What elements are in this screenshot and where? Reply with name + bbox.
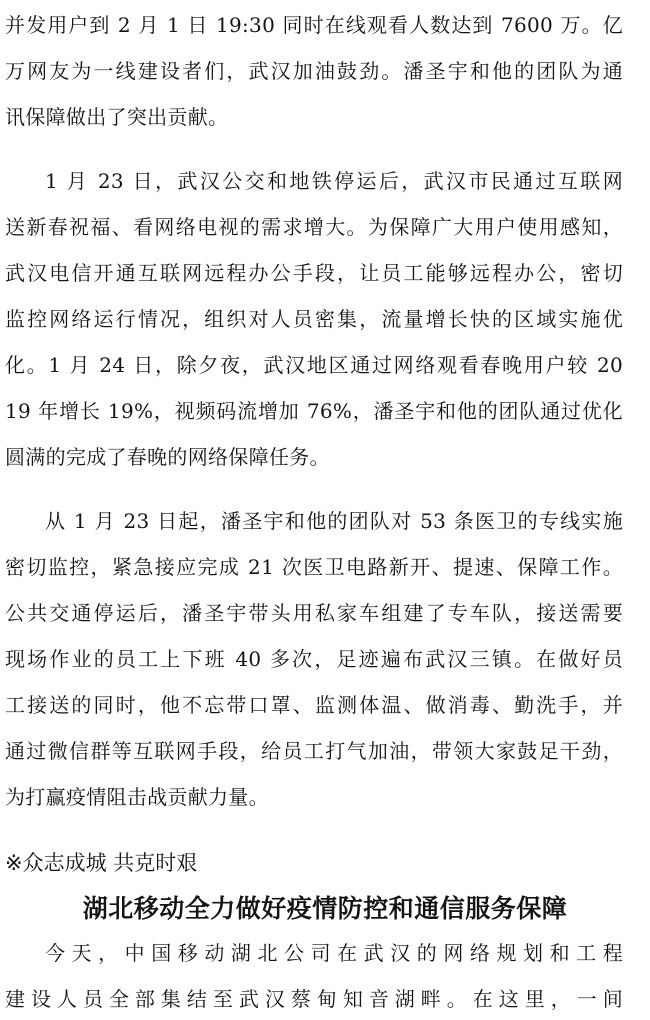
text-line: 1 月 23 日，武汉公交和地铁停运后，武汉市民通过互联网 — [45, 169, 623, 193]
text-line: 通过微信群等互联网手段，给员工打气加油，带领大家鼓足干劲， — [5, 739, 623, 763]
text-line: 并发用户到 2 月 1 日 19:30 同时在线观看人数达到 7600 万。亿 — [5, 13, 623, 37]
text-line: 为打赢疫情阻击战贡献力量。 — [5, 785, 269, 809]
text-line: 武汉电信开通互联网远程办公手段，让员工能够远程办公，密切 — [5, 261, 623, 285]
text-line: 建设人员全部集结至武汉蔡甸知音湖畔。在这里，一间 — [5, 987, 623, 1011]
section-heading: ※众志成城 共克时艰 — [5, 851, 198, 875]
article-title: 湖北移动全力做好疫情防控和通信服务保障 — [82, 894, 568, 923]
text-line: 密切监控，紧急接应完成 21 次医卫电路新开、提速、保障工作。 — [5, 555, 623, 579]
paragraph-2 — [5, 158, 623, 480]
text-line: 化。1 月 24 日，除夕夜，武汉地区通过网络观看春晚用户较 20 — [5, 353, 623, 377]
text-line: 今天，中国移动湖北公司在武汉的网络规划和工程 — [45, 941, 623, 965]
paragraph-4 — [5, 930, 623, 1020]
text-line: 监控网络运行情况，组织对人员密集，流量增长快的区域实施优 — [5, 307, 623, 331]
text-line: 送新春祝福、看网络电视的需求增大。为保障广大用户使用感知， — [5, 215, 623, 239]
text-line: 讯保障做出了突出贡献。 — [5, 105, 229, 129]
text-line: 工接送的同时，他不忘带口罩、监测体温、做消毒、勤洗手，并 — [5, 693, 623, 717]
text-line: 19 年增长 19%，视频码流增加 76%，潘圣宇和他的团队通过优化 — [5, 399, 623, 423]
text-line: 现场作业的员工上下班 40 多次，足迹遍布武汉三镇。在做好员 — [5, 647, 623, 671]
text-line: 公共交通停运后，潘圣宇带头用私家车组建了专车队，接送需要 — [5, 601, 623, 625]
text-line: 圆满的完成了春晚的网络保障任务。 — [5, 445, 330, 469]
text-line: 万网友为一线建设者们，武汉加油鼓劲。潘圣宇和他的团队为通 — [5, 59, 623, 83]
paragraph-3 — [5, 498, 623, 820]
paragraph-1 — [5, 2, 623, 140]
text-line: 从 1 月 23 日起，潘圣宇和他的团队对 53 条医卫的专线实施 — [45, 509, 623, 533]
